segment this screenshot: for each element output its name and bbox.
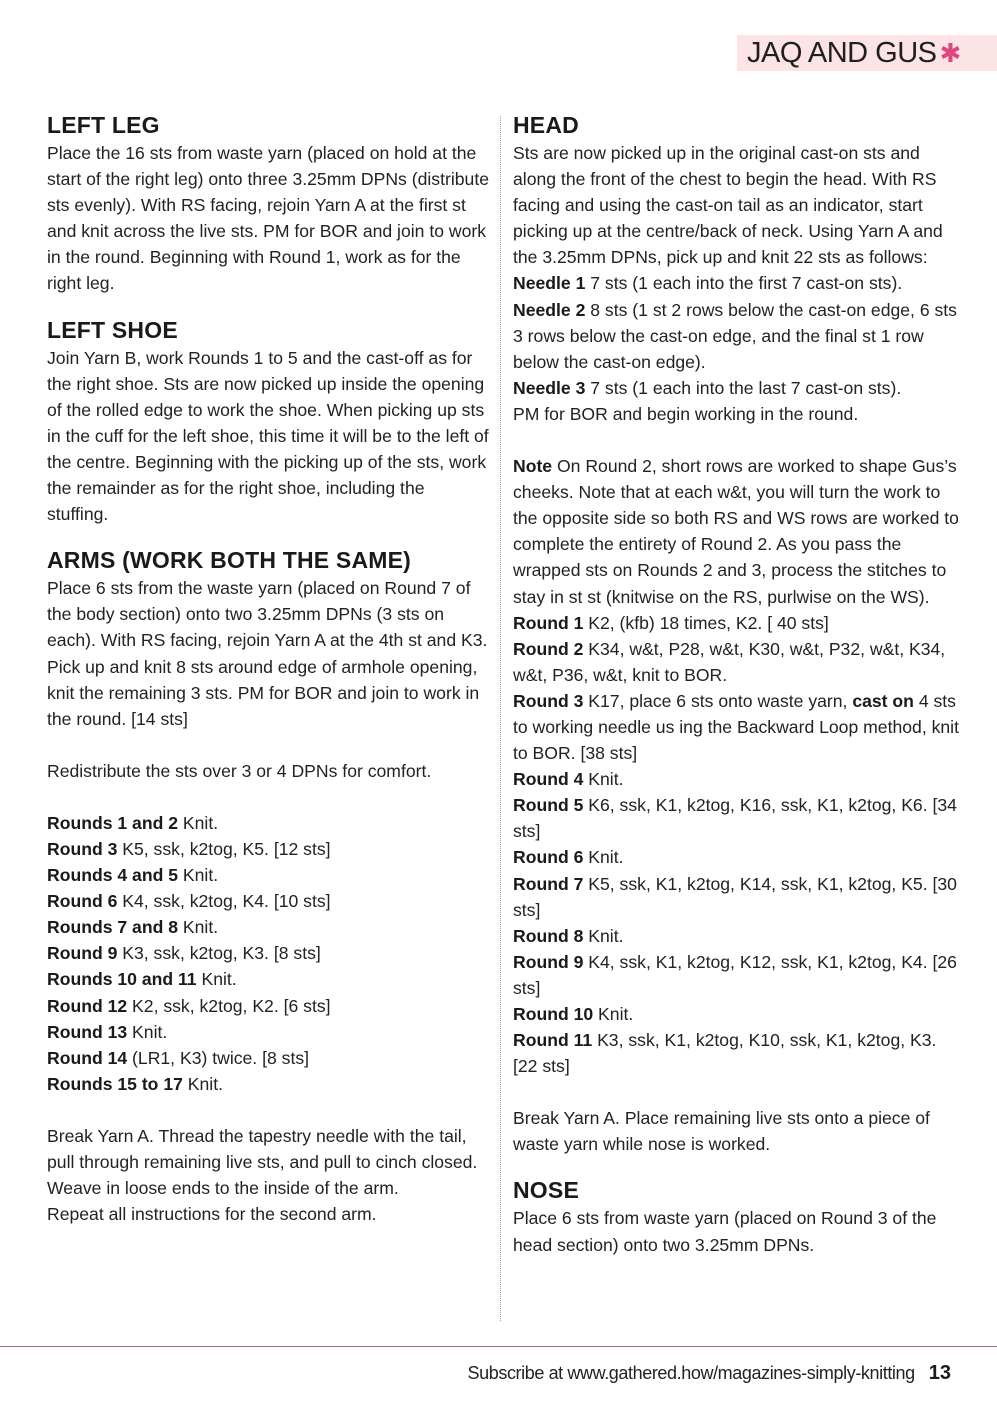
heading-left-shoe: LEFT SHOE [47, 316, 178, 343]
list-item: Rounds 4 and 5 Knit. [47, 865, 219, 886]
footer-rule [0, 1346, 997, 1347]
heading-left-leg: LEFT LEG [47, 112, 160, 138]
list-item: Rounds 7 and 8 Knit. [47, 917, 219, 938]
list-item: Round 3 K17, place 6 sts onto waste yarn, cast on 4 sts to working needle us ing the Backward Loop method, knit to BOR. [38 sts] [513, 690, 959, 764]
subscribe-link[interactable]: Subscribe at www.gathered.how/magazines-simply-knitting [467, 1363, 915, 1383]
list-item: Rounds 10 and 11 Knit. [47, 969, 237, 990]
arms-redistribute-text: Redistribute the sts over 3 or 4 DPNs for comfort. [47, 760, 432, 781]
list-item: Needle 3 7 sts (1 each into the last 7 cast-on sts). [513, 377, 902, 398]
heading-arms: ARMS (WORK BOTH THE SAME) [47, 547, 412, 574]
left-column [47, 112, 489, 1227]
list-item: Round 9 K3, ssk, k2tog, K3. [8 sts] [47, 943, 321, 964]
list-item: Rounds 1 and 2 Knit. [47, 812, 219, 833]
head-pm-text: PM for BOR and begin working in the round. [513, 403, 859, 424]
list-item: Round 14 (LR1, K3) twice. [8 sts] [47, 1047, 310, 1068]
list-item: Round 13 Knit. [47, 1021, 168, 1042]
list-item: Round 11 K3, ssk, K1, k2tog, K10, ssk, K1, k2tog, K3. [22 sts] [513, 1030, 937, 1077]
nose-text: Place 6 sts from waste yarn (placed on Round 3 of the head section) onto two 3.25mm DPNs. [513, 1208, 937, 1255]
head-note: Note On Round 2, short rows are worked to shape Gus’s cheeks. Note that at each w&t, you will turn the work to the opposite side so both RS and WS rows are worked to complete the entirety of Round 2. As you pass the wrapped sts on Rounds 2 and 3, process the stitches to stay in st st (knitwise on the RS, purlwise on the WS). [513, 456, 959, 607]
column-divider [500, 116, 501, 1321]
list-item: Rounds 15 to 17 Knit. [47, 1073, 223, 1094]
arms-rounds-list [47, 810, 489, 1097]
arms-finish-text: Break Yarn A. Thread the tapestry needle with the tail, pull through remaining live sts, and pull to cinch closed. Weave in loose ends to the inside of the arm. [47, 1125, 478, 1199]
list-item: Round 1 K2, (kfb) 18 times, K2. [ 40 sts] [513, 612, 829, 633]
heading-nose: NOSE [513, 1177, 579, 1204]
list-item: Round 5 K6, ssk, K1, k2tog, K16, ssk, K1, k2tog, K6. [34 sts] [513, 795, 957, 842]
heading-head: HEAD [513, 112, 579, 138]
head-intro-text: Sts are now picked up in the original cast-on sts and along the front of the chest to begin the head. With RS facing and using the cast-on tail as an indicator, start picking up at the centre/back of neck. Using Yarn A and the 3.25mm DPNs, pick up and knit 22 sts as follows: [513, 143, 943, 268]
section-title: JAQ AND GUS [747, 36, 937, 69]
flower-asterisk-icon: ✱ [939, 37, 962, 68]
left-leg-text: Place the 16 sts from waste yarn (placed on hold at the start of the right leg) onto three 3.25mm DPNs (distribute sts evenly). With RS facing, rejoin Yarn A at the first st and knit across the live sts. PM for BOR and join to work in the round. Beginning with Round 1, work as for the right leg. [47, 143, 489, 294]
list-item: Round 6 K4, ssk, k2tog, K4. [10 sts] [47, 891, 331, 912]
right-column [513, 112, 959, 1258]
list-item: Needle 1 7 sts (1 each into the first 7 cast-on sts). [513, 273, 903, 294]
left-shoe-text: Join Yarn B, work Rounds 1 to 5 and the cast-off as for the right shoe. Sts are now picked up inside the opening of the rolled edge to work the shoe. When picking up sts in the cuff for the left shoe, this time it will be to the left of the centre. Beginning with the picking up of the sts, work the remainder as for the right shoe, including the stuffing. [47, 347, 489, 525]
list-item: Round 7 K5, ssk, K1, k2tog, K14, ssk, K1, k2tog, K5. [30 sts] [513, 873, 957, 920]
list-item: Round 9 K4, ssk, K1, k2tog, K12, ssk, K1, k2tog, K4. [26 sts] [513, 951, 957, 998]
list-item: Round 6 Knit. [513, 847, 624, 868]
list-item: Round 4 Knit. [513, 769, 624, 790]
arms-intro-text: Place 6 sts from the waste yarn (placed on Round 7 of the body section) onto two 3.25mm DPNs (3 sts on each). With RS facing, rejoin Yarn A at the 4th st and K3. Pick up and knit 8 sts around edge of armhole opening, knit the remaining 3 sts. PM for BOR and join to work in the round. [14 sts] [47, 578, 488, 729]
list-item: Round 3 K5, ssk, k2tog, K5. [12 sts] [47, 838, 331, 859]
head-finish-text: Break Yarn A. Place remaining live sts onto a piece of waste yarn while nose is worked. [513, 1108, 930, 1155]
list-item: Round 12 K2, ssk, k2tog, K2. [6 sts] [47, 995, 331, 1016]
arms-repeat-text: Repeat all instructions for the second arm. [47, 1204, 377, 1225]
list-item: Round 2 K34, w&t, P28, w&t, K30, w&t, P32, w&t, K34, w&t, P36, w&t, knit to BOR. [513, 638, 946, 685]
magazine-section-tab [737, 35, 997, 71]
page-footer [468, 1362, 951, 1385]
list-item: Round 10 Knit. [513, 1004, 634, 1024]
page-number: 13 [928, 1362, 951, 1384]
list-item: Needle 2 8 sts (1 st 2 rows below the cast-on edge, 6 sts 3 rows below the cast-on edge, and the final st 1 row below the cast-on edge). [513, 299, 957, 372]
list-item: Round 8 Knit. [513, 925, 624, 946]
